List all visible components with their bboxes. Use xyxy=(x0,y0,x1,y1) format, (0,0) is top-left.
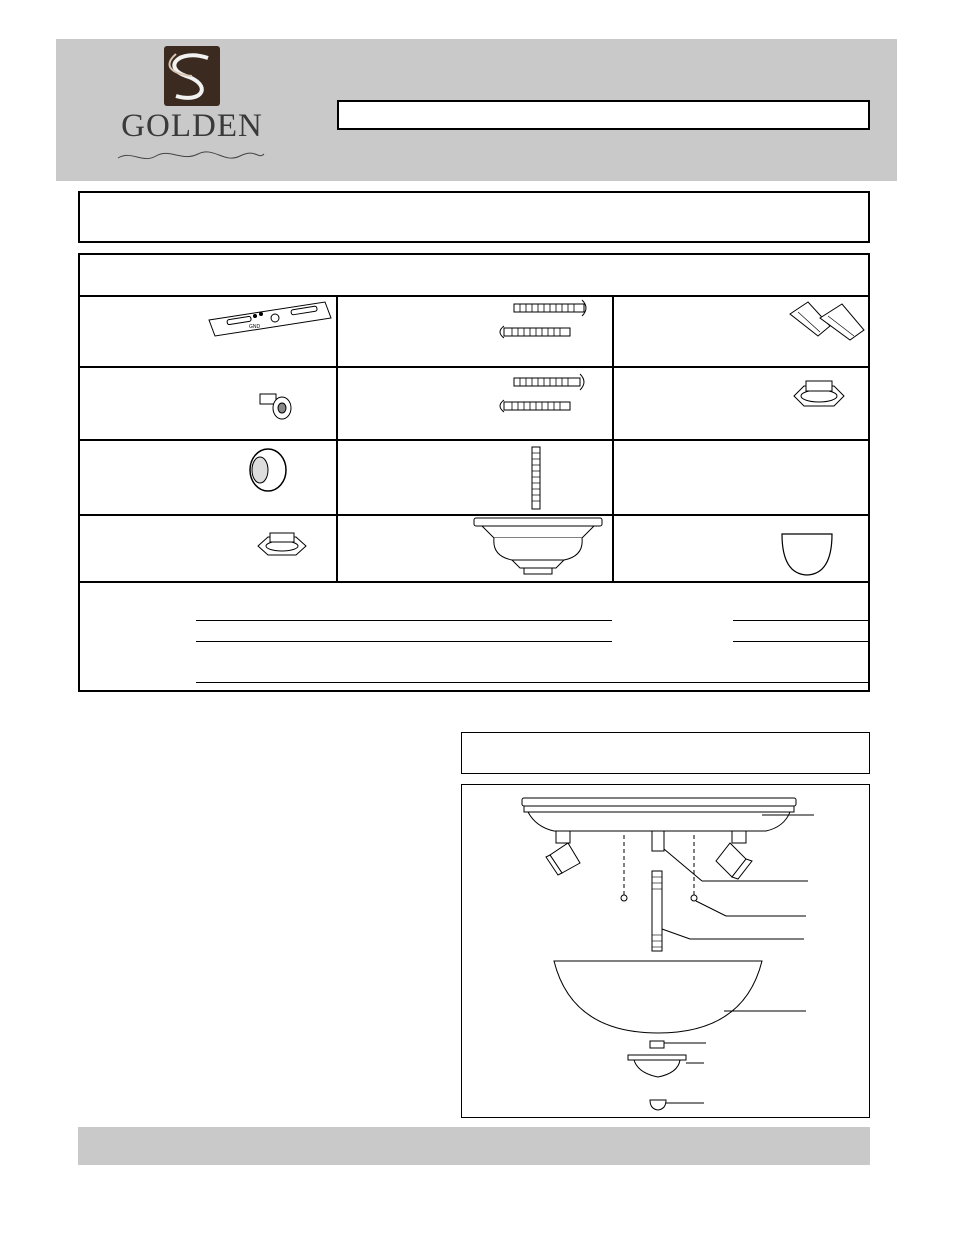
socket-left xyxy=(546,831,580,875)
glass-shade-icon xyxy=(779,530,835,578)
exploded-view-drawing xyxy=(462,785,868,1115)
footer-band xyxy=(78,1127,870,1165)
column-divider xyxy=(336,295,338,583)
form-line xyxy=(196,682,868,683)
row-divider xyxy=(78,439,870,441)
row-divider xyxy=(78,581,870,583)
canopy-part xyxy=(522,798,796,831)
socket-right xyxy=(716,831,752,879)
ball-finial-icon xyxy=(246,446,290,494)
svg-text:GND: GND xyxy=(249,324,261,330)
instructions-box xyxy=(78,191,870,243)
long-screws-icon xyxy=(494,298,590,342)
brand-name: GOLDEN xyxy=(121,108,263,144)
canopy-icon xyxy=(472,516,604,578)
form-line xyxy=(733,620,868,621)
row-divider xyxy=(78,366,870,368)
product-title-box xyxy=(337,100,870,130)
parts-header-divider xyxy=(78,295,870,297)
mounting-bracket-icon xyxy=(205,298,335,338)
hex-nut-icon xyxy=(792,380,846,410)
column-divider xyxy=(612,295,614,583)
form-line xyxy=(196,620,612,621)
parts-heading xyxy=(82,258,862,288)
small-hex-nut-icon xyxy=(256,532,308,558)
parts-list-box xyxy=(78,253,870,692)
form-line xyxy=(733,641,868,642)
threaded-rod-icon xyxy=(529,445,543,511)
wire-connectors-icon xyxy=(784,296,868,342)
ground-screw-icon xyxy=(256,386,296,426)
form-line xyxy=(196,641,612,642)
golden-logo xyxy=(112,44,272,172)
diagram-title-box xyxy=(461,732,870,774)
mounting-screws-icon xyxy=(494,372,590,416)
tagline-script xyxy=(112,144,272,174)
